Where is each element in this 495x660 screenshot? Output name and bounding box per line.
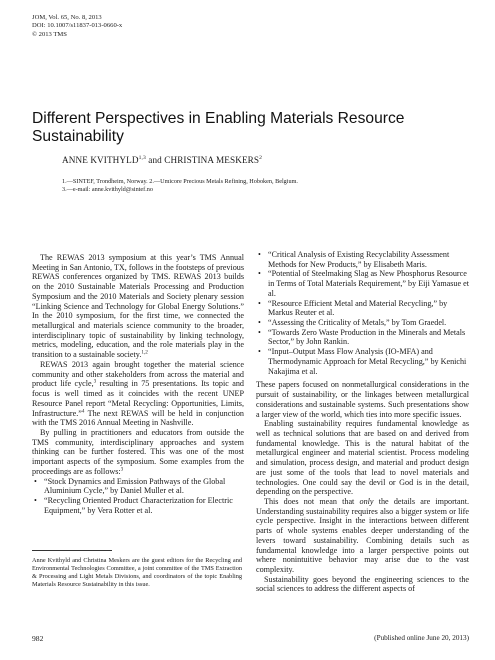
list-item: • “Resource Efficient Metal and Material Recycling,” by Markus Reuter et al. <box>258 298 448 318</box>
bullet-icon: • <box>258 298 261 308</box>
paragraph: These papers focused on nonmetallurgical considerations in the pursuit of sustainability, or the linkages between metallurgical considerations and sustainable systems. Such presentations show a larger view of the world, which ties into more specific issues. <box>256 380 469 419</box>
list-item: • “Towards Zero Waste Production in the Minerals and Metals Sector,” by John Rankin. <box>258 327 466 347</box>
page-number: 982 <box>32 634 44 643</box>
affiliation-line-1: 1.—SINTEF, Trondheim, Norway. 2.—Umicore Precious Metals Refining, Hoboken, Belgium. <box>62 178 298 185</box>
author-kvithyld: ANNE KVITHYLD <box>62 155 139 166</box>
article-title: Different Perspectives in Enabling Materials Resource Sustainability <box>32 110 405 145</box>
paragraph: This does not mean that only the details are important. Understanding sustainability requires also a bigger system or life cycle perspective. Insight in the interactions between different parts of whole systems enables deeper understanding of the levers toward sustainability. Combining details such as fundamental knowledge into a larger perspective points out where nonintuitive behavior may arise due to the vast complexity. <box>256 496 469 574</box>
list-item: • “Stock Dynamics and Emission Pathways of the Global Aluminium Cycle,” by Daniel Muller et al. <box>34 476 226 496</box>
publication-date: (Published online June 20, 2013) <box>374 634 469 642</box>
list-item: • “Input–Output Mass Flow Analysis (IO-MFA) and Thermodynamic Approach for Metal Recycling,” by Kenichi Nakajima et al. <box>258 347 467 376</box>
right-column <box>256 250 469 594</box>
list-item: • “Assessing the Criticality of Metals,” by Tom Graedel. <box>258 318 447 328</box>
journal-volume: JOM, Vol. 65, No. 8, 2013 <box>32 14 102 21</box>
list-item: • “Recycling Oriented Product Characterization for Electric Equipment,” by Vera Rotter et al. <box>34 495 233 515</box>
bullet-icon: • <box>34 495 37 505</box>
citation: 4 <box>81 407 85 414</box>
affiliations <box>62 178 298 195</box>
citation: 1,2 <box>141 349 148 356</box>
journal-doi: DOI: 10.1007/s11837-013-0660-x <box>32 22 123 30</box>
author-joiner: and <box>145 155 165 166</box>
bullet-icon: • <box>258 269 261 279</box>
author-meskers: CHRISTINA MESKERS <box>164 155 260 166</box>
affiliation-line-2: 3.—e-mail: anne.kvithyld@sintef.no <box>62 186 153 194</box>
bullet-icon: • <box>258 250 261 259</box>
emphasis: only <box>359 496 374 506</box>
author-meskers-affil: 2 <box>259 155 263 161</box>
proceedings-list-continued <box>256 250 469 376</box>
list-item: • “Potential of Steelmaking Slag as New Phosphorus Resource in Terms of Total Materials Requirement,” by Eiji Yamasue et al. <box>258 269 469 298</box>
citation: 3 <box>120 466 124 473</box>
list-item: • “Critical Analysis of Existing Recyclability Assessment Methods for New Products,” by Elisabeth Maris. <box>258 250 450 269</box>
left-column <box>32 253 244 515</box>
paragraph: Enabling sustainability requires fundamental knowledge as well as technical solutions that are based on and derived from fundamental knowledge. This is the natural habitat of the metallurgical engineer and material scientist. Process modeling and simulation, process design, and material and product design are just some of the tools that lead to novel materials and technologies. One could say the devil or God is in the detail, depending on the perspective. <box>256 419 469 497</box>
author-kvithyld-affil: 1,3 <box>138 155 146 161</box>
paragraph: The REWAS 2013 symposium at this year’s TMS Annual Meeting in San Antonio, TX, follows in the footsteps of previous REWAS conferences organized by TMS. REWAS 2013 builds on the 2010 Sustainable Materials Processing and Production Symposium and the 2010 Materials and Society plenary session “Linking Science and Technology for Global Energy Solutions.” In the 2010 symposium, for the first time, we connected the metallurgical and materials science community to the broader, interdisciplinary topic of sustainability by linking technology, metrics, modeling, education, and the role materials play in the transition to a sustainable society.$^{1,2}$ <box>32 253 244 360</box>
footnote: Anne Kvithyld and Christina Meskers are the guest editors for the Recycling and Environmental Technologies Committee, a joint committee of the TMS Extraction & Processing and Light Metals Divisions, and coordinators of the topic Enabling Materials Resource Sustainability in this issue. <box>32 557 242 589</box>
citation: 3 <box>93 378 97 385</box>
footnote-divider <box>32 550 112 551</box>
bullet-icon: • <box>258 327 261 337</box>
paragraph: By pulling in practitioners and educators from outside the TMS community, interdisciplinary approaches and system thinking can be further fostered. This was one of the most important aspects of the symposium. Some examples from the proceedings are as follows:$^3$ <box>32 427 244 476</box>
paragraph: Sustainability goes beyond the engineering sciences to the social sciences to address the different aspects of <box>256 574 469 594</box>
bullet-icon: • <box>34 476 37 486</box>
journal-copyright: © 2013 TMS <box>32 30 67 38</box>
paragraph: REWAS 2013 again brought together the material science community and other stakeholders from across the material and product life cycle,$^3$ resulting in 75 presentations. Its topic and focus is well timed as it coincides with the recent UNEP Resource Panel report “Metal Recycling: Opportunities, Limits, Infrastructure.”$^4$ The next REWAS will be held in conjunction with the TMS 2016 Annual Meeting in Nashville. <box>32 359 244 428</box>
journal-info <box>32 14 122 39</box>
author-line <box>62 155 262 165</box>
bullet-icon: • <box>258 318 261 328</box>
bullet-icon: • <box>258 347 261 357</box>
proceedings-list <box>32 477 244 516</box>
